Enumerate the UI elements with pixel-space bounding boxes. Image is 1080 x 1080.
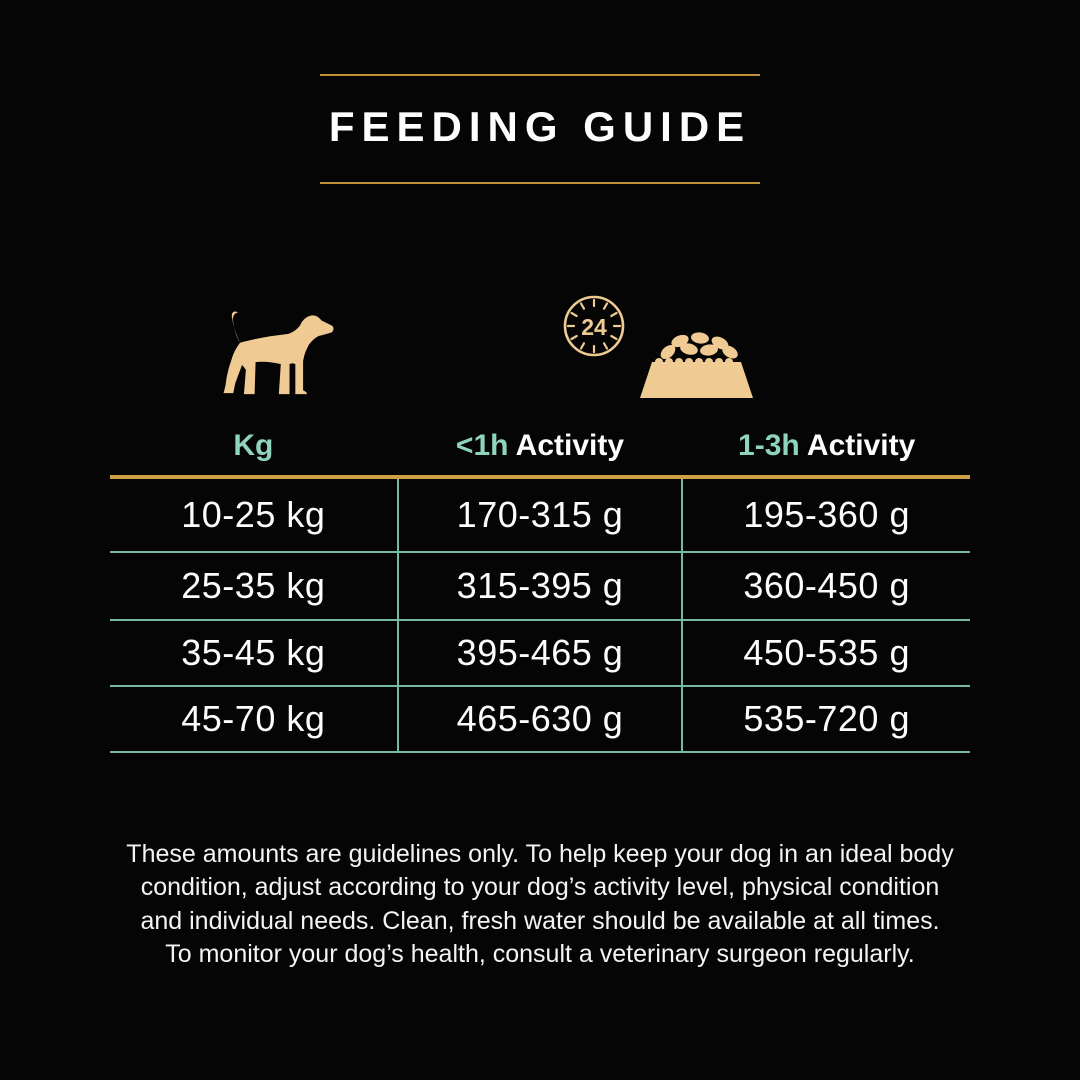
cell-low-activity: 395-465 g [397,621,684,685]
cell-high-activity: 360-450 g [743,565,910,606]
header-kg-accent: Kg [233,428,274,462]
clock-24h-icon [562,294,626,358]
page-title: FEEDING GUIDE [328,103,752,150]
dog-icon [210,302,338,399]
header-high-activity [683,416,970,475]
footnote-line: and individual needs. Clean, fresh water should be available at all times. [140,906,940,935]
table-row [110,553,970,621]
cell-high-activity: 450-535 g [743,632,910,673]
cell-high-activity: 535-720 g [743,698,910,739]
cell-high-activity: 195-360 g [743,494,910,535]
kibble-bowl-icon [640,332,753,398]
title-block [320,74,760,184]
table-header-row [110,416,970,475]
feeding-table [110,416,970,753]
cell-weight: 25-35 kg [181,565,326,606]
footnote-line: To monitor your dog’s health, consult a veterinary surgeon regularly. [165,940,915,969]
table-row [110,621,970,687]
header-high-activity-rest: Activity [799,428,916,462]
cell-low-activity: 170-315 g [397,479,684,551]
header-high-activity-accent: 1-3h [738,428,800,462]
header-kg [110,416,397,475]
header-low-activity-accent: <1h [455,428,509,462]
clock-24-label: 24 [581,314,607,340]
cell-weight: 35-45 kg [181,632,326,673]
cell-weight: 45-70 kg [181,698,326,739]
cell-low-activity: 465-630 g [397,687,684,751]
header-low-activity [397,416,684,475]
cell-weight: 10-25 kg [181,494,326,535]
footnote-line: condition, adjust according to your dog’s activity level, physical condition [140,873,940,902]
header-low-activity-rest: Activity [508,428,625,462]
table-row [110,479,970,553]
table-row [110,687,970,753]
guidelines-footnote [0,838,1080,972]
cell-low-activity: 315-395 g [397,553,684,619]
footnote-line: These amounts are guidelines only. To help keep your dog in an ideal body [126,840,954,868]
